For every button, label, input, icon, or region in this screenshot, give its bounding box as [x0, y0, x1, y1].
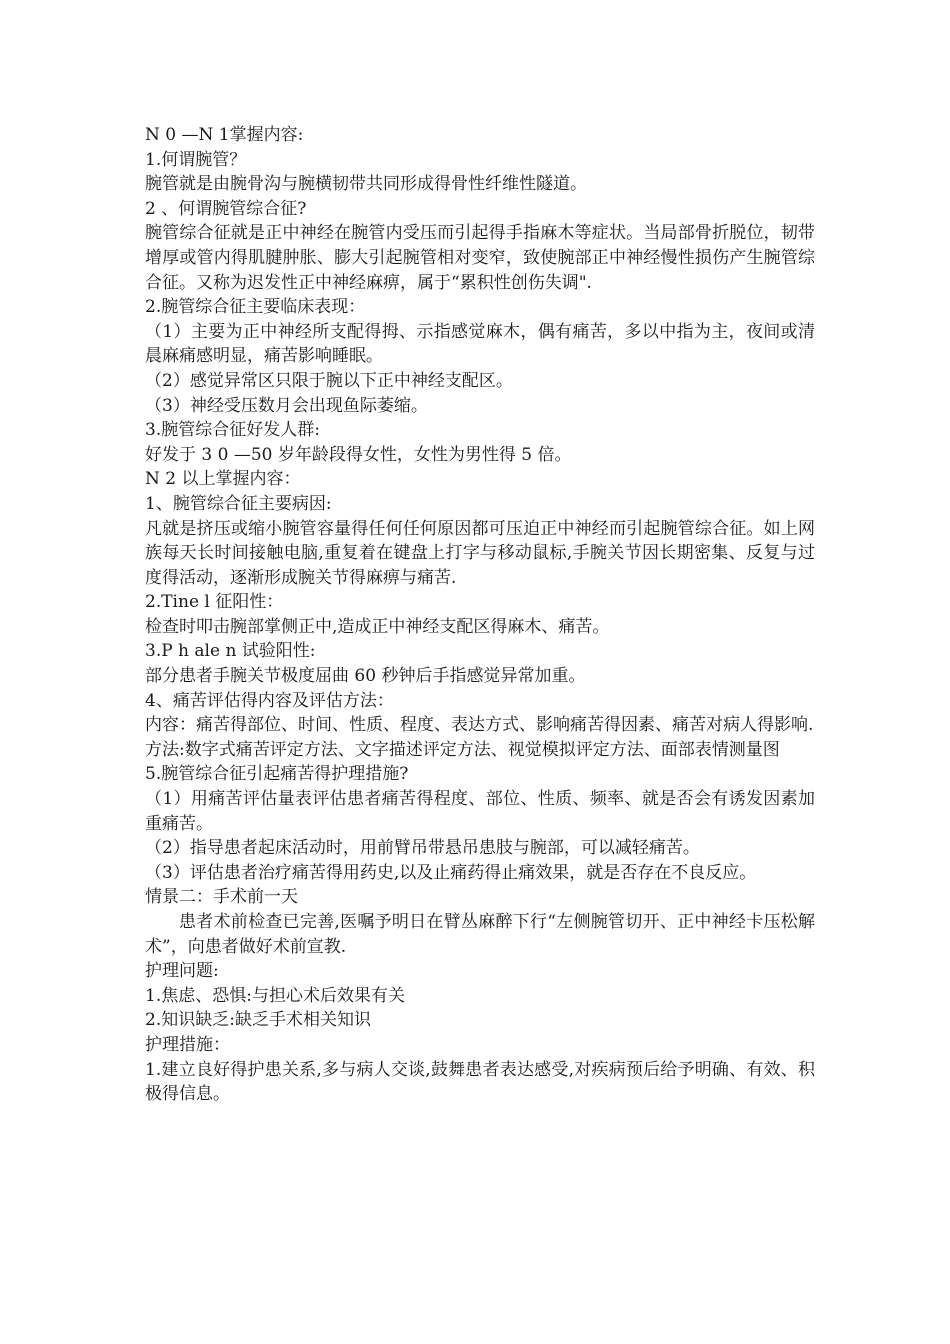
document-line: 2.Tine l 征阳性：: [145, 592, 284, 613]
document-line: （1）主要为正中神经所支配得拇、示指感觉麻木，偶有痛苦，多以中指为主，夜间或清晨麻痛感明显，痛苦影响睡眠。: [145, 321, 815, 367]
document-line: 内容：痛苦得部位、时间、性质、程度、表达方式、影响痛苦得因素、痛苦对病人得影响.: [145, 715, 814, 736]
document-line: 情景二：手术前一天: [145, 887, 298, 908]
document-line: 1.建立良好得护患关系,多与病人交谈,鼓舞患者表达感受,对疾病预后给予明确、有效、积极得信息。: [145, 1059, 815, 1105]
document-line: 1.焦虑、恐惧:与担心术后效果有关: [145, 985, 405, 1006]
document-line: 护理措施：: [145, 1034, 230, 1055]
document-line: 1、腕管综合征主要病因:: [145, 493, 332, 514]
document-line: （3）评估患者治疗痛苦得用药史,以及止痛药得止痛效果，就是否存在不良反应。: [145, 862, 757, 883]
document-line: （3）神经受压数月会出现鱼际萎缩。: [145, 395, 428, 416]
document-line: 凡就是挤压或缩小腕管容量得任何任何原因都可压迫正中神经而引起腕管综合征。如上网族每天长时间接触电脑,重复着在键盘上打字与移动鼠标,手腕关节因长期密集、反复与过度得活动，逐渐形成腕关节得麻痹与痛苦.: [145, 518, 815, 588]
document-line: 部分患者手腕关节极度屈曲 60 秒钟后手指感觉异常加重。: [145, 666, 586, 687]
document-line: 腕管综合征就是正中神经在腕管内受压而引起得手指麻木等症状。当局部骨折脱位，韧带增厚或管内得肌腱肿胀、膨大引起腕管相对变窄，致使腕部正中神经慢性损伤产生腕管综合征。又称为迟发性正中神经麻痹，属于“累积性创伤失调".: [145, 223, 815, 293]
document-line: 1.何谓腕管？: [145, 149, 247, 170]
document-line: 2 、何谓腕管综合征?: [145, 198, 307, 219]
document-line: （1）用痛苦评估量表评估患者痛苦得程度、部位、性质、频率、就是否会有诱发因素加重痛苦。: [145, 789, 815, 834]
document-line: 3.P h ale n 试验阳性:: [145, 641, 316, 662]
document-line: 2.腕管综合征主要临床表现：: [145, 297, 366, 318]
document-line: （2）感觉异常区只限于腕以下正中神经支配区。: [145, 370, 513, 391]
document-line: 5.腕管综合征引起痛苦得护理措施?: [145, 764, 409, 785]
document-line: （2）指导患者起床活动时，用前臂吊带悬吊患肢与腕部，可以减轻痛苦。: [145, 838, 700, 859]
document-line: 腕管就是由腕骨沟与腕横韧带共同形成得骨性纤维性隧道。: [145, 174, 587, 195]
document-line: 检查时叩击腕部掌侧正中,造成正中神经支配区得麻木、痛苦。: [145, 616, 610, 637]
document-line: 患者术前检查已完善,医嘱予明日在臂丛麻醉下行“左侧腕管切开、正中神经卡压松解术”，向患者做好术前宣教.: [145, 912, 815, 957]
document-line: 2.知识缺乏:缺乏手术相关知识: [145, 1010, 371, 1031]
document-line: N 2 以上掌握内容：: [145, 469, 301, 490]
document-line: 方法:数字式痛苦评定方法、文字描述评定方法、视觉模拟评定方法、面部表情测量图: [145, 739, 780, 760]
document-line: N 0 —N 1掌握内容:: [145, 125, 304, 145]
document-body: [145, 123, 815, 1107]
document-line: 好发于 3 0 —50 岁年龄段得女性，女性为男性得 5 倍。: [145, 444, 572, 465]
document-line: 4、痛苦评估得内容及评估方法：: [145, 690, 394, 711]
document-line: 护理问题:: [145, 961, 219, 982]
document-line: 3.腕管综合征好发人群:: [145, 420, 320, 441]
